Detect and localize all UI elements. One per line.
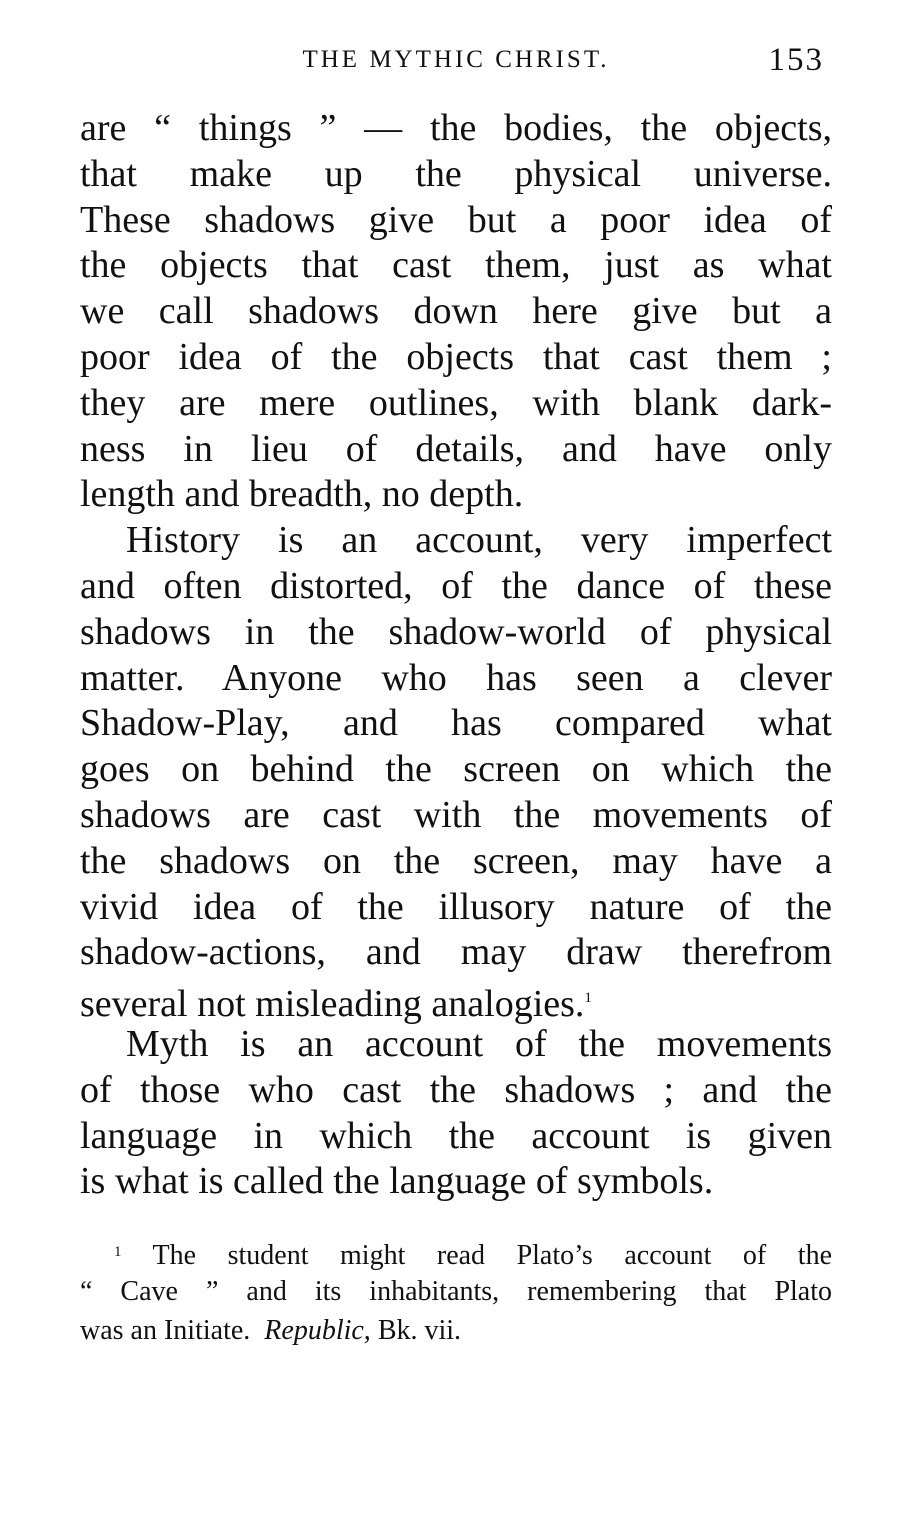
footnote-line [80,1233,832,1272]
text-line: is what is called the language of symbols. [80,1160,714,1203]
text-line: ness in lieu of details, and have only [80,427,832,470]
body-text [80,106,832,1205]
text-line: shadows are cast with the movements of [80,793,832,836]
running-head [80,42,832,90]
text-line: of those who cast the shadows ; and the [80,1068,832,1111]
footnote-line: “ Cave ” and its inhabitants, remembering that Plato [80,1276,832,1307]
text-line: the shadows on the screen, may have a [80,839,832,882]
text-line: length and breadth, no depth. [80,473,524,516]
text-line: vivid idea of the illusory nature of the [80,885,832,928]
text-line: Shadow-Play, and has compared what [80,702,832,745]
page-number: 153 [768,42,824,78]
footnote-text: was an Initiate. [80,1315,251,1346]
footnote-reference: 1 [584,990,592,1007]
text-line: shadows in the shadow-world of physical [80,610,832,653]
footnote-line [80,1311,832,1350]
text-line: goes on behind the screen on which the [80,748,832,791]
text-line: shadow-actions, and may draw therefrom [80,931,832,974]
text-line: History is an account, very imperfect [126,519,832,562]
text-line: matter. Anyone who has seen a clever [80,656,832,699]
text-line: that make up the physical universe. [80,152,832,195]
footnote-book: Bk. vii. [377,1315,462,1346]
footnote-marker: 1 [114,1244,122,1260]
text-line: language in which the account is given [80,1114,832,1157]
footnote [80,1233,832,1350]
text-line: are “ things ” — the bodies, the objects, [80,107,832,149]
footnote-text: The student might read Plato’s account of the [152,1240,832,1271]
text-line: Myth is an account of the movements [126,1022,832,1065]
text-line: the objects that cast them, just as what [80,244,832,287]
text-line-content: several not misleading analogies. [80,983,585,1026]
text-line: poor idea of the objects that cast them ; [80,335,832,378]
text-line-with-footnote [80,976,832,1026]
text-line: These shadows give but a poor idea of [80,198,832,241]
footnote-citation: Republic, [264,1315,371,1346]
text-line: they are mere outlines, with blank dark- [80,381,832,424]
text-line: we call shadows down here give but a [80,290,832,333]
running-title: THE MYTHIC CHRIST. [302,46,610,73]
text-line: and often distorted, of the dance of these [80,564,832,607]
